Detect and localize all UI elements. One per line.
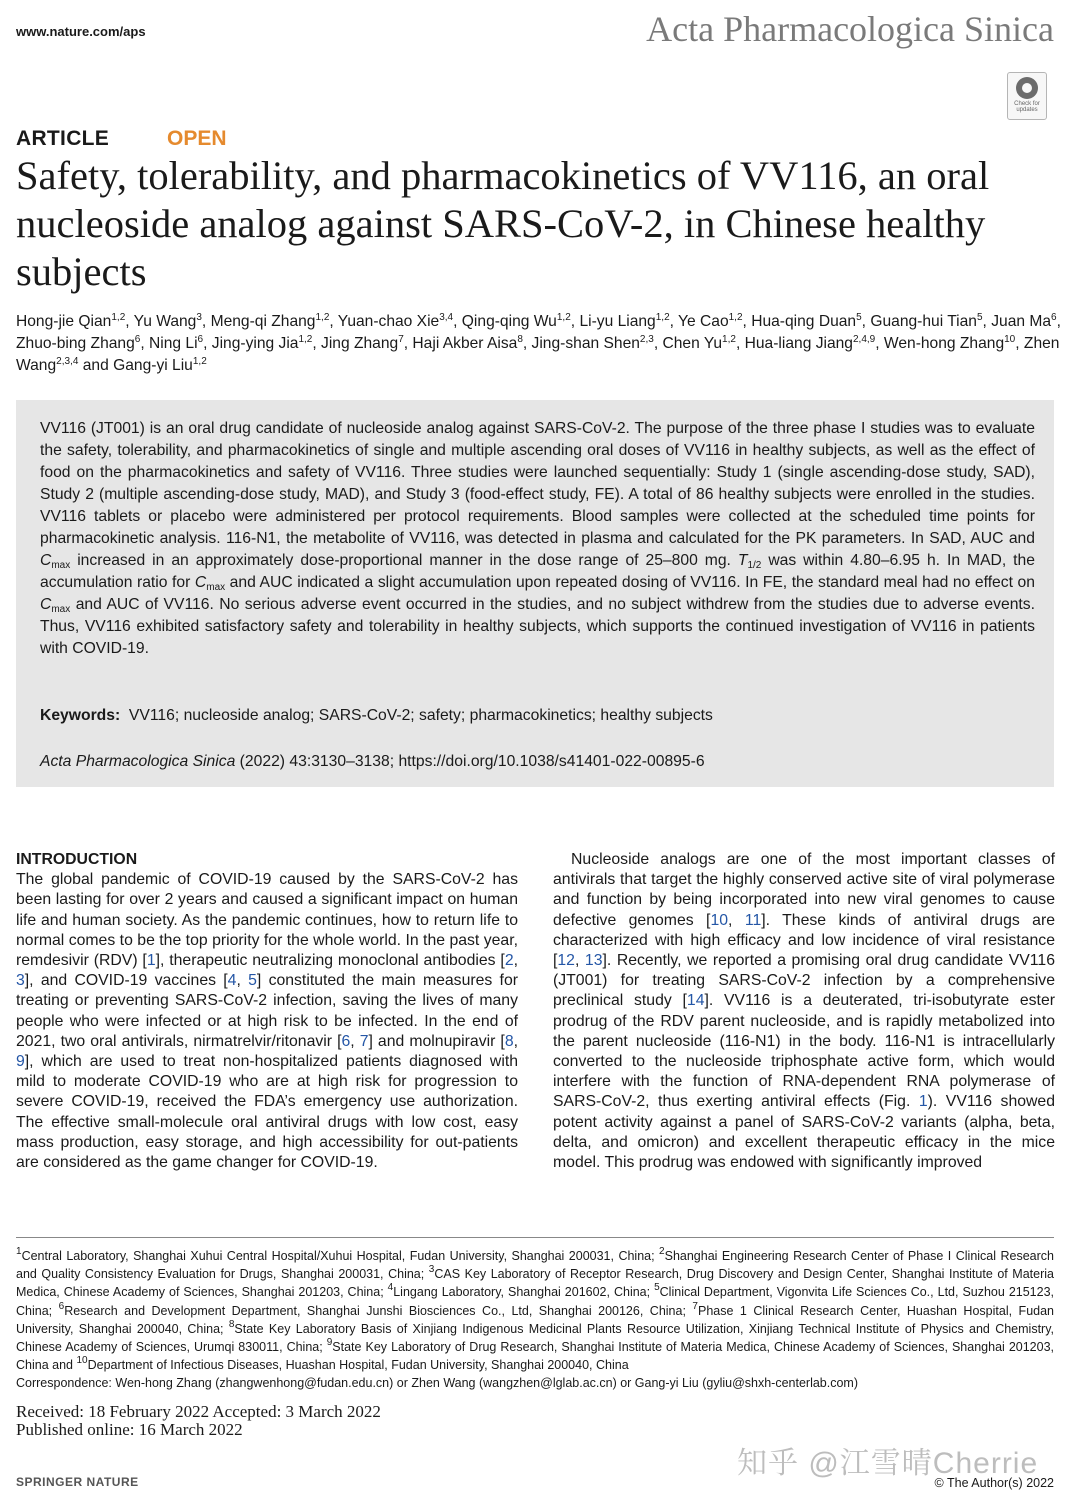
author-affiliation-marker: 3,4 xyxy=(439,312,454,323)
body-text: ]. Recently, we reported a promising oral drug candidate VV116 (JT001) for treating SARS-CoV-2 infection by a comprehensive preclinical study [ xyxy=(553,952,1055,1010)
author-affiliation-marker: 1,2 xyxy=(192,356,207,367)
publication-dates xyxy=(16,1403,381,1439)
affiliation-text: Clinical Department, Vigonvita Life Sciences Co., Ltd, Suzhou 215123, China; xyxy=(16,1285,1055,1318)
affiliations xyxy=(16,1247,1054,1393)
keywords xyxy=(40,707,1035,725)
reference-link[interactable]: 14 xyxy=(686,992,705,1010)
affiliation-text: Department of Infectious Diseases, Huashan Hospital, Fudan University, Shanghai 200040, China xyxy=(87,1358,629,1373)
affiliation-number: 9 xyxy=(326,1337,333,1349)
keywords-label: Keywords: xyxy=(40,707,121,724)
body-text: ]. These kinds of antiviral drugs are characterized with high efficacy and low incidence of viral resistance [ xyxy=(553,911,1055,970)
affiliation-number: 10 xyxy=(76,1355,88,1367)
received-accepted: Received: 18 February 2022 Accepted: 3 March 2022 xyxy=(16,1402,381,1421)
paper-title: Safety, tolerability, and pharmacokinetics of VV116, an oral nucleoside analog against SARS-CoV-2, in Chinese healthy subjects xyxy=(16,153,990,294)
body-text: ] and molnupiravir [ xyxy=(368,1032,505,1050)
affiliation-text: Research and Development Department, Shanghai Junshi Biosciences Co., Ltd, Shanghai 200126, China; xyxy=(64,1303,693,1318)
author-affiliation-marker: 5 xyxy=(856,312,862,323)
watermark: 知乎 @江雪晴Cherrie xyxy=(737,1447,1039,1480)
affiliation-text: Central Laboratory, Shanghai Xuhui Central Hospital/Xuhui Hospital, Fudan University, Shanghai 200031, China; xyxy=(21,1249,660,1263)
affiliation-number: 3 xyxy=(428,1264,435,1276)
body-text: , xyxy=(513,952,518,970)
journal-url[interactable]: www.nature.com/aps xyxy=(16,24,146,39)
author-name: Jing Zhang xyxy=(321,335,399,352)
author-affiliation-marker: 3 xyxy=(196,312,202,323)
author-affiliation-marker: 10 xyxy=(1004,334,1016,345)
body-text: Nucleoside analogs are one of the most important classes of antivirals that target the highly conserved active site of viral polymerase and function by being incorporated into new viral genomes to cause defective genomes [ xyxy=(553,851,1055,929)
author-affiliation-marker: 2,3 xyxy=(639,334,654,345)
intro-paragraph-2 xyxy=(553,850,1055,1173)
body-text: ] constituted the main measures for treating or preventing SARS-CoV-2 infection, saving the lives of many people who were infected or at high risk to be infected. In the end of 2021, two oral antivirals, nirmatrelvir/ritonavir [ xyxy=(16,972,518,1050)
author-affiliation-marker: 1,2 xyxy=(298,334,313,345)
author-affiliation-marker: 6 xyxy=(197,334,204,345)
check-for-updates-badge[interactable] xyxy=(1007,72,1047,120)
intro-column-right xyxy=(553,850,1055,1173)
intro-column-left xyxy=(16,850,518,1173)
author-name: Meng-qi Zhang xyxy=(210,313,316,330)
body-text: , xyxy=(513,1032,518,1050)
author-name: Li-yu Liang xyxy=(579,313,656,330)
author-affiliation-marker: 1,2 xyxy=(722,334,736,345)
abstract-text: VV116 (JT001) is an oral drug candidate of nucleoside analog against SARS-CoV-2. The purpose of the three phase I studies was to evaluate the safety, tolerability, and pharmacokinetics of single and multiple ascending oral doses of VV116 in healthy subjects, as well as the effect of food on the pharmacokinetics and safety of VV116. Three studies were launched sequentially: Study 1 (single ascending-dose study, SAD), Study 2 (multiple ascending-dose study, MAD), and Study 3 (food-effect study, FE). A total of 86 healthy subjects were enrolled in the studies. VV116 tablets or placebo were administered per protocol requirements. Blood samples were collected at the scheduled time points for pharmacokinetic analysis. 116-N1, the metabolite of VV116, was detected in plasma and calculated for the PK parameters. In SAD, AUC and $C_{max}$ increased in an approximately dose-proportional manner in the dose range of 25–800 mg. $T_{1/2}$ was within 4.80–6.95 h. In MAD, the accumulation ratio for $C_{max}$ and AUC indicated a slight accumulation upon repeated dosing of VV116. In FE, the standard meal had no effect on $C_{max}$ and AUC of VV116. No serious adverse event occurred in the studies, and no subject withdrew from the studies due to adverse events. Thus, VV116 exhibited satisfactory safety and tolerability in healthy subjects, which supports the continued investigation of VV116 in patients with COVID-19. xyxy=(40,420,1035,657)
author-name: Hua-liang Jiang xyxy=(744,335,853,352)
author-affiliation-marker: 2,4,9 xyxy=(852,334,876,345)
body-text: ], and COVID-19 vaccines [ xyxy=(24,972,228,990)
author-name: Jing-shan Shen xyxy=(531,335,640,352)
footnote-divider xyxy=(16,1237,1054,1238)
reference-link[interactable]: 8 xyxy=(504,1032,514,1050)
check-updates-line1: Check for xyxy=(1014,101,1040,107)
author-name: Hong-jie Qian xyxy=(16,313,112,330)
reference-link[interactable]: 6 xyxy=(341,1032,351,1050)
section-heading: INTRODUCTION xyxy=(16,851,138,868)
author-name: Yuan-chao Xie xyxy=(337,313,440,330)
citation xyxy=(40,753,1035,771)
author-affiliation-marker: 8 xyxy=(517,334,523,345)
body-text: The global pandemic of COVID-19 caused by the SARS-CoV-2 has been lasting for over 2 years and caused a significant impact on human life and human society. As the pandemic continues, how to return life to normal comes to be the top priority for the whole world. In the past year, remdesivir (RDV) [ xyxy=(16,871,518,970)
affiliation-text: Shanghai Engineering Research Center of Phase I Clinical Research and Quality Consistency Evaluation for Drugs, Shanghai 200031, China; xyxy=(16,1249,1054,1282)
copyright: © The Author(s) 2022 xyxy=(934,1476,1054,1490)
affiliation-number: 2 xyxy=(659,1246,665,1257)
check-updates-icon xyxy=(1016,77,1038,99)
affiliation-number: 8 xyxy=(228,1318,235,1330)
body-text: , xyxy=(728,911,745,929)
author-affiliation-marker: 1,2 xyxy=(111,312,126,323)
affiliation-text: Lingang Laboratory, Shanghai 201602, China; xyxy=(393,1285,655,1300)
citation-journal: Acta Pharmacologica Sinica xyxy=(40,753,236,770)
author-affiliation-marker: 5 xyxy=(976,312,983,323)
body-text: , xyxy=(350,1032,360,1050)
reference-link[interactable]: 7 xyxy=(359,1032,369,1050)
author-affiliation-marker: 1,2 xyxy=(556,312,571,323)
article-type-label: ARTICLE xyxy=(16,127,110,150)
reference-link[interactable]: 11 xyxy=(744,911,762,929)
affiliation-number: 5 xyxy=(654,1282,660,1294)
reference-link[interactable]: 1 xyxy=(918,1093,928,1111)
author-name: Ning Li xyxy=(149,335,198,352)
body-text: ], which are used to treat non-hospitalized patients diagnosed with mild to moderate COVID-19 who are at high risk for progression to severe COVID-19, received the FDA’s emergency use authorization. The effective small-molecule oral antiviral drugs with low cost, easy mass production, easy storage, and high accessibility for out-patients are considered as the game changer for COVID-19. xyxy=(16,1053,518,1172)
body-text: ], therapeutic neutralizing monoclonal antibodies [ xyxy=(155,952,505,970)
author-name: Ye Cao xyxy=(678,313,729,330)
keywords-text: VV116; nucleoside analog; SARS-CoV-2; safety; pharmacokinetics; healthy subjects xyxy=(128,707,713,724)
reference-link[interactable]: 3 xyxy=(16,972,25,990)
author-name: Chen Yu xyxy=(662,335,723,352)
correspondence: Correspondence: Wen-hong Zhang (zhangwenhong@fudan.edu.cn) or Zhen Wang (wangzhen@lglab.ac.cn) or Gang-yi Liu (gyliu@shxh-centerlab.com) xyxy=(16,1376,858,1391)
journal-name: Acta Pharmacologica Sinica xyxy=(646,9,1054,49)
author-name: Haji Akber Aisa xyxy=(412,335,518,352)
open-access-label: OPEN xyxy=(167,127,227,150)
intro-paragraph-1 xyxy=(16,870,518,1173)
affiliation-number: 6 xyxy=(58,1300,65,1312)
author-affiliation-marker: 1,2 xyxy=(315,312,330,323)
reference-link[interactable]: 12 xyxy=(557,952,575,970)
author-name: Guang-hui Tian xyxy=(870,313,977,330)
body-text: ]. VV116 is a deuterated, tri-isobutyrate ester prodrug of the RDV parent nucleoside, and is rapidly metabolized into the parent nucleoside (116-N1) in the body. 116-N1 is intracellularly converted to the nucleoside triphosphate active form, which would interfere with the function of RNA-dependent RNA polymerase of SARS-CoV-2, thus exerting antiviral effects (Fig. xyxy=(553,992,1055,1111)
affiliation-number: 7 xyxy=(692,1300,698,1312)
author-affiliation-marker: 1,2 xyxy=(728,312,743,323)
author-name: Hua-qing Duan xyxy=(751,313,857,330)
body-text: , xyxy=(574,952,585,970)
affiliation-number: 4 xyxy=(387,1282,394,1294)
author-name: Yu Wang xyxy=(133,313,197,330)
citation-details[interactable]: (2022) 43:3130–3138; https://doi.org/10.1038/s41401-022-00895-6 xyxy=(235,753,705,770)
published-online: Published online: 16 March 2022 xyxy=(16,1420,243,1439)
author-affiliation-marker: 2,3,4 xyxy=(56,356,79,367)
publisher-logo: SPRINGER NATURE xyxy=(16,1475,139,1489)
reference-link[interactable]: 4 xyxy=(227,972,237,990)
author-affiliation-marker: 6 xyxy=(134,334,141,345)
author-affiliation-marker: 7 xyxy=(398,334,404,345)
reference-link[interactable]: 13 xyxy=(584,952,603,970)
author-name: Jing-ying Jia xyxy=(211,335,299,352)
author-name: Gang-yi Liu xyxy=(113,357,193,374)
affiliation-text: State Key Laboratory of Drug Research, Shanghai Institute of Materia Medica, Chinese Academy of Sciences, Shanghai 201203, China and xyxy=(16,1340,1055,1373)
author-name: Qing-qing Wu xyxy=(461,313,557,330)
affiliation-text: Phase 1 Clinical Research Center, Huashan Hospital, Fudan University, Shanghai 200040, China; xyxy=(16,1303,1054,1336)
reference-link[interactable]: 2 xyxy=(504,952,514,970)
reference-link[interactable]: 1 xyxy=(146,952,156,970)
affiliation-text: State Key Laboratory Basis of Xinjiang Indigenous Medicinal Plants Resource Utilization, Xinjiang Technical Institute of Physics and Chemistry, Chinese Academy of Sciences, Urumqi 830011, China; xyxy=(16,1321,1054,1355)
author-list: Hong-jie Qian$^{1,2}$, Yu Wang$^3$, Meng-qi Zhang$^{1,2}$, Yuan-chao Xie$^{3,4}$, Qing-qing Wu$^{1,2}$, Li-yu Liang$^{1,2}$, Ye Cao$^{1,2}$, Hua-qing Duan$^5$, Guang-hui Tian$^5$, Juan Ma$^6$, Zhuo-bing Zhang$^6$, Ning Li$^6$, Jing-ying Jia$^{1,2}$, Jing Zhang$^7$, Haji Akber Aisa$^8$, Jing-shan Shen$^{2,3}$, Chen Yu$^{1,2}$, Hua-liang Jiang$^{2,4,9}$, Wen-hong Zhang$^{10}$, Zhen Wang$^{2,3,4}$ and Gang-yi Liu$^{1,2}$ xyxy=(16,312,1061,374)
affiliation-number: 1 xyxy=(16,1246,22,1257)
body-text: , xyxy=(236,972,249,990)
check-updates-line2: updates xyxy=(1016,107,1038,113)
affiliation-text: CAS Key Laboratory of Receptor Research, Drug Discovery and Design Center, Shanghai Institute of Materia Medica, Chinese Academy of Sciences, Shanghai 201203, China; xyxy=(16,1267,1054,1300)
author-affiliation-marker: 1,2 xyxy=(655,312,670,323)
reference-link[interactable]: 9 xyxy=(16,1053,25,1071)
body-text: ). VV116 showed potent activity against a panel of SARS-CoV-2 variants (alpha, beta, delta, and omicron) and excellent therapeutic efficacy in the mice model. This prodrug was endowed with significantly improved xyxy=(553,1093,1055,1172)
author-affiliation-marker: 6 xyxy=(1051,312,1057,323)
reference-link[interactable]: 10 xyxy=(710,911,729,929)
author-name: Juan Ma xyxy=(991,313,1052,330)
author-name: Zhen Wang xyxy=(16,335,1060,374)
reference-link[interactable]: 5 xyxy=(248,972,257,990)
author-name: Zhuo-bing Zhang xyxy=(16,335,135,352)
author-name: Wen-hong Zhang xyxy=(883,335,1005,352)
